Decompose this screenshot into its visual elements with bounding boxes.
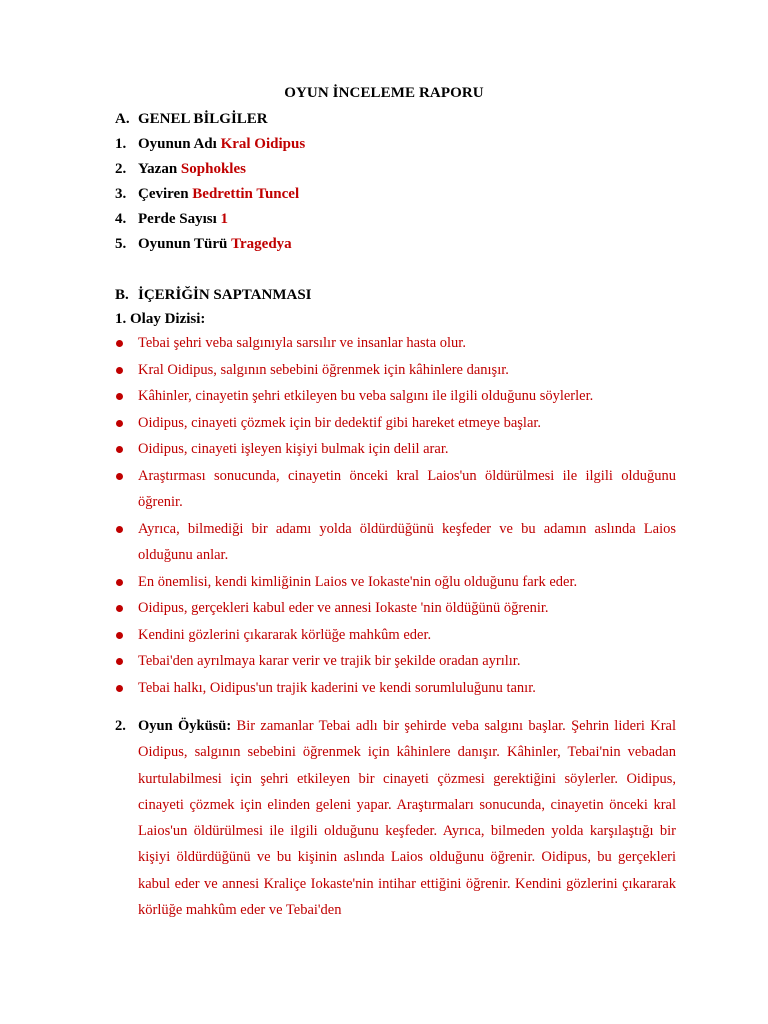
play-story-section: [115, 713, 676, 923]
event-text: Tebai şehri veba salgınıyla sarsılır ve insanlar hasta olur.: [138, 335, 466, 351]
bullet-icon: [116, 446, 123, 453]
info-row-author: [115, 159, 246, 179]
bullet-icon: [116, 420, 123, 427]
story-label: Oyun Öyküsü:: [138, 718, 232, 734]
list-item: [115, 595, 676, 622]
event-text: Ayrıca, bilmediği bir adamı yolda öldürdüğünü keşfeder ve bu adamın aslında Laios olduğunu anlar.: [138, 520, 676, 563]
event-text: Kâhinler, cinayetin şehri etkileyen bu veba salgını ile ilgili olduğunu söylerler.: [138, 388, 594, 404]
section-a-letter: A.: [115, 111, 130, 127]
bullet-icon: [116, 367, 123, 374]
bullet-icon: [116, 473, 123, 480]
list-item: [115, 330, 676, 357]
info-row-act-count: [115, 209, 228, 229]
section-b-letter: B.: [115, 287, 129, 303]
info-row-play-name: [115, 134, 305, 154]
info-num: 2.: [115, 161, 127, 177]
bullet-icon: [116, 340, 123, 347]
info-value: Tragedya: [231, 236, 292, 252]
page-title: OYUN İNCELEME RAPORU: [284, 85, 484, 101]
list-item: [115, 357, 676, 384]
event-text: Oidipus, cinayeti işleyen kişiyi bulmak için delil arar.: [138, 441, 449, 457]
info-value: Bedrettin Tuncel: [192, 186, 300, 202]
bullet-icon: [116, 526, 123, 533]
section-b-title: İÇERİĞİN SAPTANMASI: [138, 287, 312, 303]
info-value: 1: [220, 211, 228, 227]
list-item: [115, 410, 676, 437]
story-text: Bir zamanlar Tebai adlı bir şehirde veba salgını başlar. Şehrin lideri Kral Oidipus, salgının sebebini öğrenmek için kâhinlere danışır. Kâhinler, Tebai'nin vebadan kurtulabilmesi için şehri etkileyen bir cinayeti çözmesi gerektiğini söylerler. Oidipus, cinayeti çözmek için elinden geleni yapar. Araştırmaları sonucunda, cinayetin önceki kral Laios'un öldürülmesi ile ilgili olduğunu keşfeder. Ayrıca, bilmeden yolda karşılaştığı bir kişiyi öldürdüğünü ve bu kişinin aslında Laios olduğunu öğrenir. Oidipus, bu gerçekleri kabul eder ve annesi Kraliçe Iokaste'nin intihar ettiğini öğrenir. Kendini gözlerini çıkararak körlüğe mahkûm eder ve Tebai'den: [138, 718, 676, 919]
bullet-icon: [116, 632, 123, 639]
event-text: Oidipus, gerçekleri kabul eder ve annesi Iokaste 'nin öldüğünü öğrenir.: [138, 600, 549, 616]
event-text: Tebai'den ayrılmaya karar verir ve trajik bir şekilde oradan ayrılır.: [138, 653, 521, 669]
info-value: Kral Oidipus: [220, 136, 306, 152]
event-text: Araştırması sonucunda, cinayetin önceki kral Laios'un öldürülmesi ile ilgili olduğunu öğrenir.: [138, 467, 676, 510]
bullet-icon: [116, 579, 123, 586]
bullet-icon: [116, 393, 123, 400]
info-label: Oyunun Adı: [138, 136, 217, 152]
story-paragraph: [138, 713, 676, 923]
event-text: Kendini gözlerini çıkararak körlüğe mahkûm eder.: [138, 626, 432, 643]
info-row-genre: [115, 234, 292, 254]
bullet-icon: [116, 605, 123, 612]
event-list: [115, 330, 676, 701]
list-item: [115, 436, 676, 463]
info-label: Çeviren: [138, 186, 189, 202]
list-item: [115, 383, 676, 410]
event-text: Oidipus, cinayeti çözmek için bir dedektif gibi hareket etmeye başlar.: [138, 414, 542, 431]
event-text: Kral Oidipus, salgının sebebini öğrenmek için kâhinlere danışır.: [138, 361, 509, 378]
info-num: 4.: [115, 211, 127, 227]
section-a-title: GENEL BİLGİLER: [138, 111, 268, 127]
info-num: 5.: [115, 236, 127, 252]
list-item: [115, 622, 676, 649]
info-num: 3.: [115, 186, 127, 202]
info-label: Oyunun Türü: [138, 236, 228, 252]
info-label: Perde Sayısı: [138, 211, 217, 227]
info-label: Yazan: [138, 161, 178, 177]
info-value: Sophokles: [180, 161, 246, 177]
story-num: 2.: [115, 718, 126, 734]
event-sequence-heading: 1. Olay Dizisi:: [115, 311, 206, 327]
bullet-icon: [116, 685, 123, 692]
list-item: [115, 569, 676, 596]
list-item: [115, 675, 676, 702]
info-num: 1.: [115, 136, 127, 152]
list-item: [115, 648, 676, 675]
section-a-heading: [115, 111, 268, 128]
list-item: [115, 516, 676, 569]
info-row-translator: [115, 184, 299, 204]
list-item: [115, 463, 676, 516]
event-text: Tebai halkı, Oidipus'un trajik kaderini ve kendi sorumluluğunu tanır.: [138, 679, 536, 696]
event-text: En önemlisi, kendi kimliğinin Laios ve Iokaste'nin oğlu olduğunu fark eder.: [138, 573, 578, 590]
bullet-icon: [116, 658, 123, 665]
section-b-heading: [115, 287, 312, 304]
